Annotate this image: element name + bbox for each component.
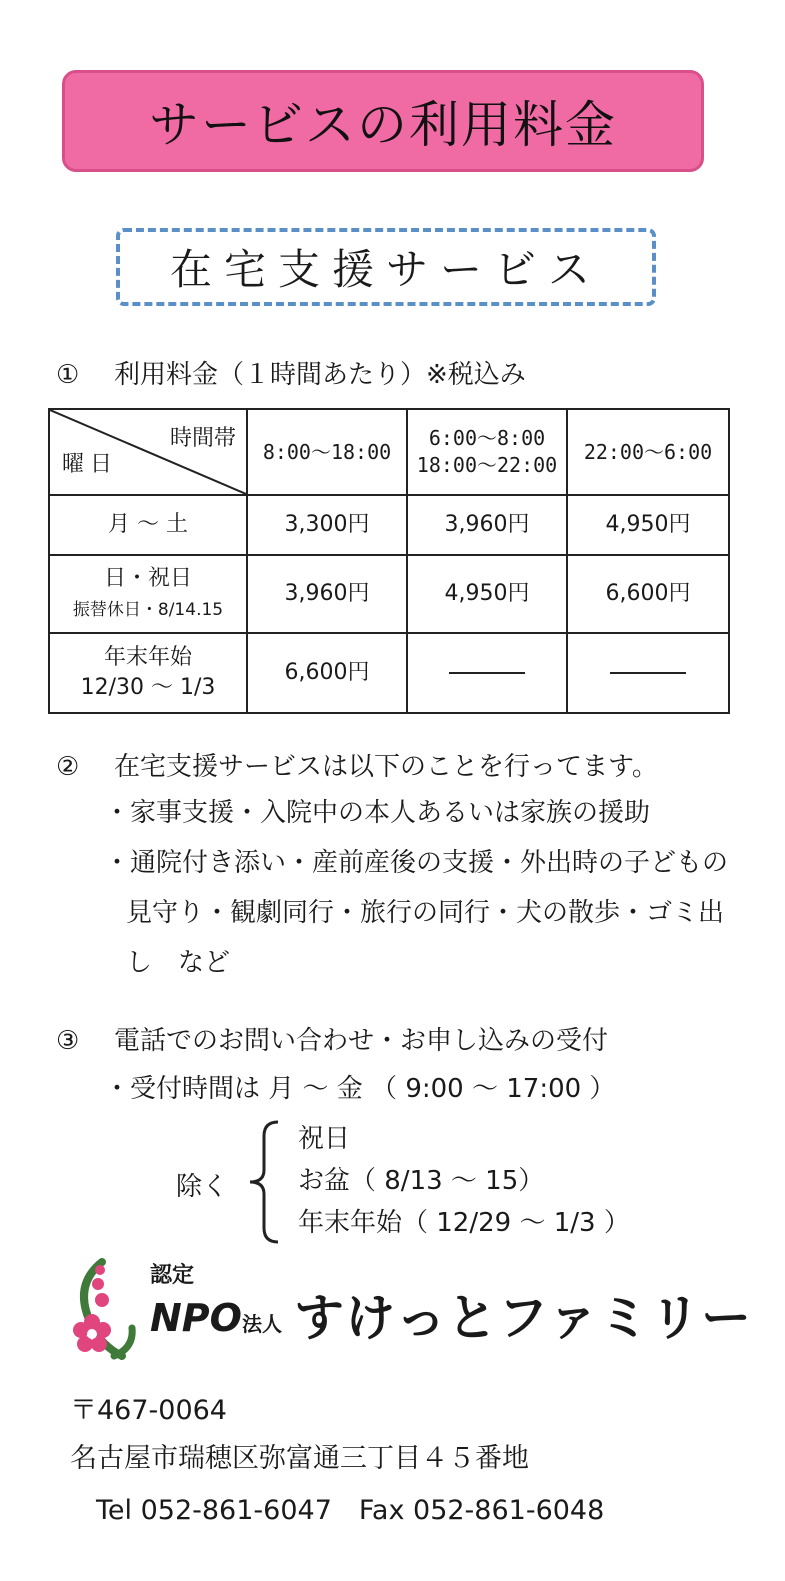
price-cell: 6,600円 (567, 555, 729, 633)
table-row (49, 633, 729, 713)
postal-code: 〒467-0064 (70, 1395, 227, 1426)
price-cell: 3,960円 (407, 495, 567, 555)
column-header: 22:00～6:00 (567, 409, 729, 495)
table-row (49, 555, 729, 633)
exclude-item: 年末年始（ 12/29 ～ 1/3 ） (298, 1208, 630, 1238)
org-name: すけっとファミリー (294, 1289, 752, 1347)
dash-mark (610, 672, 686, 674)
column-header-line: 6:00～8:00 (428, 426, 546, 450)
org-logo (62, 1256, 752, 1366)
certified-label: 認定 (150, 1263, 195, 1288)
exclude-label: 除く (176, 1172, 229, 1202)
row-label-main: 日・祝日 (103, 566, 192, 592)
reception-hours: ・受付時間は 月 ～ 金 （ 9:00 ～ 17:00 ） (104, 1074, 616, 1104)
column-header-line: 18:00～22:00 (416, 453, 558, 477)
dash-mark (449, 672, 525, 674)
section2-text: 在宅支援サービスは以下のことを行ってます。 (114, 752, 658, 782)
section1-text: 利用料金（１時間あたり）※税込み (114, 360, 526, 390)
price-cell: 6,600円 (247, 633, 407, 713)
not-applicable-cell (407, 633, 567, 713)
header-day-label: 曜日 (62, 452, 119, 478)
subtitle-frame (116, 228, 656, 306)
price-cell: 3,960円 (247, 555, 407, 633)
table-header-row (49, 409, 729, 495)
service-list (104, 788, 744, 988)
section3-heading (56, 1020, 608, 1057)
row-label (49, 555, 247, 633)
section1-number: ① (56, 360, 80, 390)
section2-number: ② (56, 752, 80, 782)
service-name: 在宅支援サービス (169, 245, 602, 294)
column-header (407, 409, 567, 495)
row-label-main: 年末年始 (103, 645, 192, 671)
title-banner (62, 70, 704, 172)
exclude-list (298, 1118, 630, 1244)
exclusions (176, 1118, 696, 1248)
street-address: 名古屋市瑞穂区弥富通三丁目４５番地 (70, 1443, 529, 1474)
section3-text: 電話でのお問い合わせ・お申し込みの受付 (114, 1026, 609, 1056)
price-cell: 4,950円 (567, 495, 729, 555)
exclude-item: 祝日 (298, 1124, 351, 1154)
exclude-item: お盆（ 8/13 ～ 15） (298, 1166, 545, 1196)
row-label: 月 ～ 土 (49, 495, 247, 555)
hojin-text: 法人 (241, 1312, 282, 1336)
column-header: 8:00～18:00 (247, 409, 407, 495)
flower-icon (62, 1256, 142, 1366)
not-applicable-cell (567, 633, 729, 713)
row-label-sub: 12/30 ～ 1/3 (80, 675, 216, 700)
row-label (49, 633, 247, 713)
contact-numbers: Tel 052-861-6047 Fax 052-861-6048 (96, 1495, 605, 1526)
section3-number: ③ (56, 1026, 80, 1056)
list-item: ・通院付き添い・産前産後の支援・外出時の子どもの見守り・観劇同行・旅行の同行・犬の散歩・ゴミ出し など (104, 848, 729, 978)
row-label-sub: 振替休日・8/14.15 (72, 600, 224, 620)
header-timeslot-label: 時間帯 (169, 426, 236, 451)
npo-text: NPO (150, 1296, 242, 1340)
section2-heading (56, 746, 658, 783)
table-row (49, 495, 729, 555)
list-item: ・家事支援・入院中の本人あるいは家族の援助 (104, 798, 651, 828)
npo-label (150, 1296, 282, 1340)
page-title: サービスの利用料金 (149, 96, 617, 154)
corner-cell (49, 409, 247, 495)
section1-heading (56, 354, 526, 391)
price-cell: 3,300円 (247, 495, 407, 555)
fee-table (48, 408, 730, 714)
price-cell: 4,950円 (407, 555, 567, 633)
brace-icon (244, 1120, 284, 1244)
